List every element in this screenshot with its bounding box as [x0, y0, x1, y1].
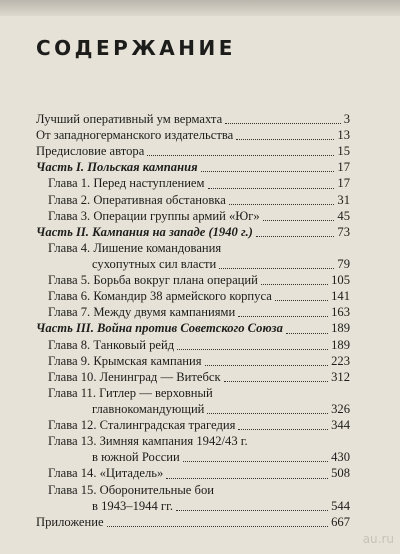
- toc-entry-label: Глава 6. Командир 38 армейского корпуса: [48, 289, 272, 304]
- toc-row: [36, 288, 350, 304]
- toc-page-number: 31: [337, 192, 350, 207]
- toc-entry-label: главнокомандующий: [92, 401, 205, 416]
- toc-entry-label: Глава 11. Гитлер — верховный: [48, 385, 213, 400]
- dot-leader: [183, 460, 328, 462]
- dot-leader: [238, 315, 328, 317]
- toc-entry-label: Глава 12. Сталинградская трагедия: [48, 418, 236, 433]
- dot-leader: [177, 348, 328, 350]
- dot-leader: [261, 283, 328, 285]
- toc-row: [36, 192, 350, 208]
- toc-entry-label: сухопутных сил власти: [92, 256, 217, 271]
- toc-row: [36, 417, 350, 433]
- dot-leader: [263, 219, 334, 221]
- toc-row: [36, 369, 350, 385]
- toc-row: [36, 498, 350, 514]
- toc-page-number: 45: [337, 208, 350, 223]
- toc-entry-label: в южной России: [92, 450, 180, 465]
- toc-row: [36, 256, 350, 272]
- toc-page-number: 141: [331, 289, 350, 304]
- toc-row: [36, 208, 350, 224]
- toc-page-number: 667: [331, 514, 350, 529]
- page-title: СОДЕРЖАНИЕ: [36, 36, 236, 60]
- dot-leader: [256, 235, 334, 237]
- dot-leader: [201, 170, 334, 172]
- table-of-contents: [36, 111, 350, 530]
- toc-page-number: 13: [337, 128, 350, 143]
- toc-part-row: [36, 320, 350, 336]
- dot-leader: [225, 122, 341, 124]
- toc-page-number: 79: [337, 256, 350, 271]
- toc-row: [36, 385, 350, 401]
- toc-page-number: 223: [331, 353, 350, 368]
- dot-leader: [229, 203, 334, 205]
- toc-row: [36, 175, 350, 191]
- toc-row: [36, 449, 350, 465]
- toc-page-number: 430: [331, 450, 350, 465]
- toc-row: [36, 353, 350, 369]
- toc-entry-label: Глава 3. Операции группы армий «Юг»: [48, 208, 260, 223]
- toc-page-number: 312: [331, 369, 350, 384]
- toc-row: [36, 240, 350, 256]
- toc-page-number: 189: [331, 321, 350, 336]
- toc-page-number: 544: [331, 498, 350, 513]
- toc-entry-label: Глава 15. Оборонительные бои: [48, 482, 214, 497]
- toc-part-row: [36, 224, 350, 240]
- toc-entry-label: Глава 8. Танковый рейд: [48, 337, 175, 352]
- toc-page-number: 105: [331, 273, 350, 288]
- dot-leader: [205, 364, 328, 366]
- toc-part-row: [36, 159, 350, 175]
- toc-entry-label: Лучший оперативный ум вермахта: [36, 112, 223, 126]
- toc-entry-label: Глава 7. Между двумя кампаниями: [48, 305, 236, 320]
- toc-page-number: 15: [337, 144, 350, 159]
- toc-row: [36, 482, 350, 498]
- toc-row: [36, 111, 350, 127]
- page-top-edge: [0, 0, 400, 16]
- dot-leader: [208, 187, 334, 189]
- dot-leader: [286, 332, 328, 334]
- dot-leader: [107, 525, 328, 527]
- toc-page-number: 17: [337, 176, 350, 191]
- dot-leader: [176, 509, 328, 511]
- toc-page-number: 344: [331, 418, 350, 433]
- dot-leader: [219, 267, 334, 269]
- dot-leader: [238, 428, 328, 430]
- toc-entry-label: Приложение: [36, 514, 104, 529]
- toc-row: [36, 433, 350, 449]
- toc-entry-label: Глава 9. Крымская кампания: [48, 353, 202, 368]
- toc-row: [36, 401, 350, 417]
- toc-page-number: 163: [331, 305, 350, 320]
- dot-leader: [275, 299, 328, 301]
- toc-page-number: 17: [337, 160, 350, 175]
- toc-row: [36, 465, 350, 481]
- toc-entry-label: Глава 2. Оперативная обстановка: [48, 192, 226, 207]
- toc-entry-label: Глава 13. Зимняя кампания 1942/43 г.: [48, 434, 248, 449]
- toc-entry-label: Часть I. Польская кампания: [36, 160, 198, 175]
- toc-entry-label: в 1943–1944 гг.: [92, 498, 173, 513]
- toc-page-number: 189: [331, 337, 350, 352]
- toc-row: [36, 514, 350, 530]
- toc-entry-label: От западногерманского издательства: [36, 128, 234, 143]
- dot-leader: [207, 412, 328, 414]
- toc-entry-label: Часть II. Кампания на западе (1940 г.): [36, 224, 253, 239]
- toc-entry-label: Глава 5. Борьба вокруг плана операций: [48, 273, 258, 288]
- toc-row: [36, 272, 350, 288]
- toc-page-number: 326: [331, 401, 350, 416]
- toc-entry-label: Глава 14. «Цитадель»: [48, 466, 164, 481]
- toc-entry-label: Глава 1. Перед наступлением: [48, 176, 205, 191]
- toc-page-number: 3: [343, 112, 350, 126]
- toc-entry-label: Часть III. Война против Советского Союза: [36, 321, 283, 336]
- dot-leader: [147, 154, 334, 156]
- toc-row: [36, 143, 350, 159]
- dot-leader: [224, 380, 328, 382]
- toc-entry-label: Глава 10. Ленинград — Витебск: [48, 369, 221, 384]
- dot-leader: [166, 477, 328, 479]
- toc-page-number: 73: [337, 224, 350, 239]
- toc-row: [36, 127, 350, 143]
- toc-entry-label: Предисловие автора: [36, 144, 145, 159]
- watermark: au.ru: [362, 532, 394, 546]
- toc-entry-label: Глава 4. Лишение командования: [48, 240, 222, 255]
- toc-row: [36, 337, 350, 353]
- toc-row: [36, 304, 350, 320]
- toc-page-number: 508: [331, 466, 350, 481]
- dot-leader: [236, 138, 334, 140]
